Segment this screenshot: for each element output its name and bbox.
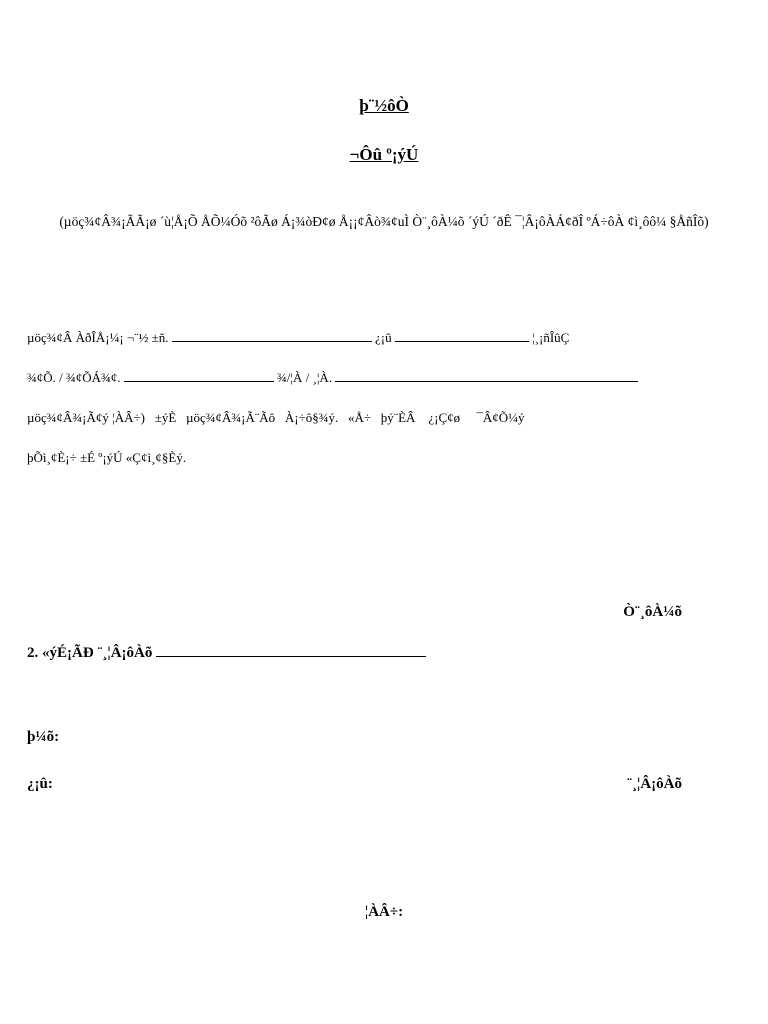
form-line-1 [27, 330, 569, 346]
order-number-label: µöç¾¢Â ÀðÎÅ¡¼¡ ¬¨½ ±ñ. [27, 330, 169, 345]
date-blank[interactable] [395, 341, 529, 342]
order-number-blank[interactable] [172, 341, 372, 342]
section-2-line [27, 645, 426, 662]
date-footer-label: ¿¡û: [27, 776, 53, 792]
seal-label: ¦ÀÂ÷: [364, 904, 404, 920]
form-line-3: µöç¾¢Â¾¡Ã¢ý ¦ÀÂ÷) ±ýÈ µöç¾¢Â¾¡Ã¨Ãô À¡÷ô§¾ý. «Å÷ þý¨ÈÂ ¿¡Ç¢ø ¯Â¢Õ¼ý [27, 410, 525, 425]
date-label: ¿¡û [374, 330, 392, 345]
place-label: þ¼õ: [27, 729, 60, 745]
relation-label: ¾/¦À / ¸¦À. [277, 370, 333, 385]
section-2-blank[interactable] [156, 656, 426, 657]
instruction-note: (µöç¾¢Â¾¡ÃÃ¡ø ´ù¦Å¡Õ ÅÕ¼Óõ ²ôÃø Á¡¾òÐ¢ø Å¡¡¢Âò¾¢uÌ Ò¨¸ôÀ¼õ ´ýÚ ´ðÊ ¯¦Â¡ôÀÁ¢ðÎ ºÁ÷ôÀ ¢ì¸ôô¼ §ÅñÎõ) [59, 214, 709, 229]
signature-footer-label: ¨¸¦Â¡ôÀõ [627, 776, 682, 792]
name-blank[interactable] [124, 381, 274, 382]
name-label: ¾¢Õ. / ¾¢ÕÁ¾¢. [27, 370, 121, 385]
photo-label: Ò¨¸ôÀ¼õ [623, 604, 682, 620]
document-subtitle: ¬Ôû º¡ýÚ [349, 145, 419, 164]
document-title: þ¨½ôÒ [359, 96, 409, 115]
form-line-4: þÕì¸¢È¡÷ ±É º¡ýÚ «Ç¢ì¸¢§Èý. [27, 450, 187, 465]
form-line-2 [27, 370, 638, 386]
relation-blank[interactable] [335, 381, 638, 382]
holder-label: ¦¸¡ñÎûÇ [532, 330, 570, 345]
section-2-label: 2. «ýÉ¡ÃÐ ¨¸¦Â¡ôÀõ [27, 645, 153, 661]
